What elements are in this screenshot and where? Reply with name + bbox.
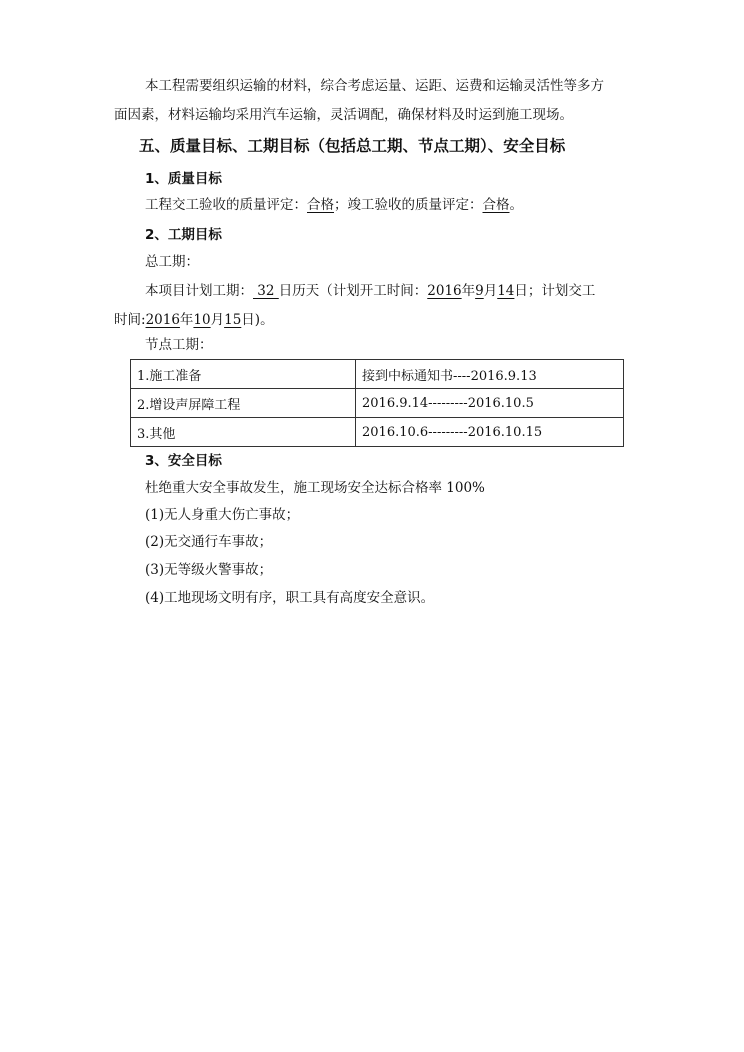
- node-name: 2.增设声屏障工程: [131, 389, 356, 418]
- table-row: [131, 360, 624, 389]
- quality-text-b: ；竣工验收的质量评定：: [334, 197, 483, 213]
- schedule-line-1: [145, 282, 595, 300]
- end-year-unit: 年: [179, 312, 194, 328]
- quality-text-a: 工程交工验收的质量评定：: [145, 197, 307, 213]
- start-month-unit: 月: [483, 283, 498, 299]
- safety-item: (1)无人身重大伤亡事故；: [145, 507, 300, 523]
- node-period: 2016.9.14---------2016.10.5: [356, 389, 624, 418]
- safety-item: (4)工地现场文明有序，职工具有高度安全意识。: [145, 590, 435, 606]
- schedule-heading: 2、工期目标: [145, 227, 222, 243]
- end-day: 15: [224, 312, 242, 328]
- quality-text: [145, 196, 523, 214]
- quality-value-b: 合格: [482, 197, 510, 213]
- safety-item: (2)无交通行车事故；: [145, 534, 273, 550]
- schedule-line-2: [114, 311, 274, 329]
- end-month-unit: 月: [210, 312, 225, 328]
- start-month: 9: [475, 283, 484, 299]
- quality-heading: 1、质量目标: [145, 171, 222, 187]
- end-month: 10: [193, 312, 211, 328]
- quality-text-c: 。: [509, 197, 523, 213]
- safety-heading: 3、安全目标: [145, 453, 222, 469]
- schedule-p2: 日历天（计划开工时间：: [278, 283, 428, 299]
- schedule-p3: 时间:: [114, 312, 146, 328]
- node-period-table: [130, 359, 624, 447]
- end-day-unit: 日)。: [241, 312, 274, 328]
- node-period-label: 节点工期：: [145, 337, 213, 353]
- intro-line-2: 面因素，材料运输均采用汽车运输，灵活调配，确保材料及时运到施工现场。: [114, 107, 573, 123]
- start-year: 2016: [427, 283, 462, 299]
- intro-line-1: 本工程需要组织运输的材料，综合考虑运量、运距、运费和运输灵活性等多方: [145, 78, 604, 94]
- total-period-label: 总工期：: [145, 254, 199, 270]
- schedule-days: 32: [253, 283, 279, 299]
- table-row: [131, 389, 624, 418]
- safety-item: (3)无等级火警事故；: [145, 562, 273, 578]
- section-5-title: 五、质量目标、工期目标（包括总工期、节点工期）、安全目标: [139, 137, 566, 155]
- safety-summary: 杜绝重大安全事故发生，施工现场安全达标合格率 100%: [145, 480, 485, 496]
- node-period: 接到中标通知书----2016.9.13: [356, 360, 624, 389]
- schedule-p1: 本项目计划工期：: [145, 283, 253, 299]
- table-row: [131, 418, 624, 447]
- node-name: 1.施工准备: [131, 360, 356, 389]
- node-name: 3.其他: [131, 418, 356, 447]
- start-day-unit: 日；计划交工: [514, 283, 596, 299]
- end-year: 2016: [145, 312, 180, 328]
- start-day: 14: [497, 283, 515, 299]
- node-period: 2016.10.6---------2016.10.15: [356, 418, 624, 447]
- start-year-unit: 年: [461, 283, 476, 299]
- quality-value-a: 合格: [307, 197, 334, 213]
